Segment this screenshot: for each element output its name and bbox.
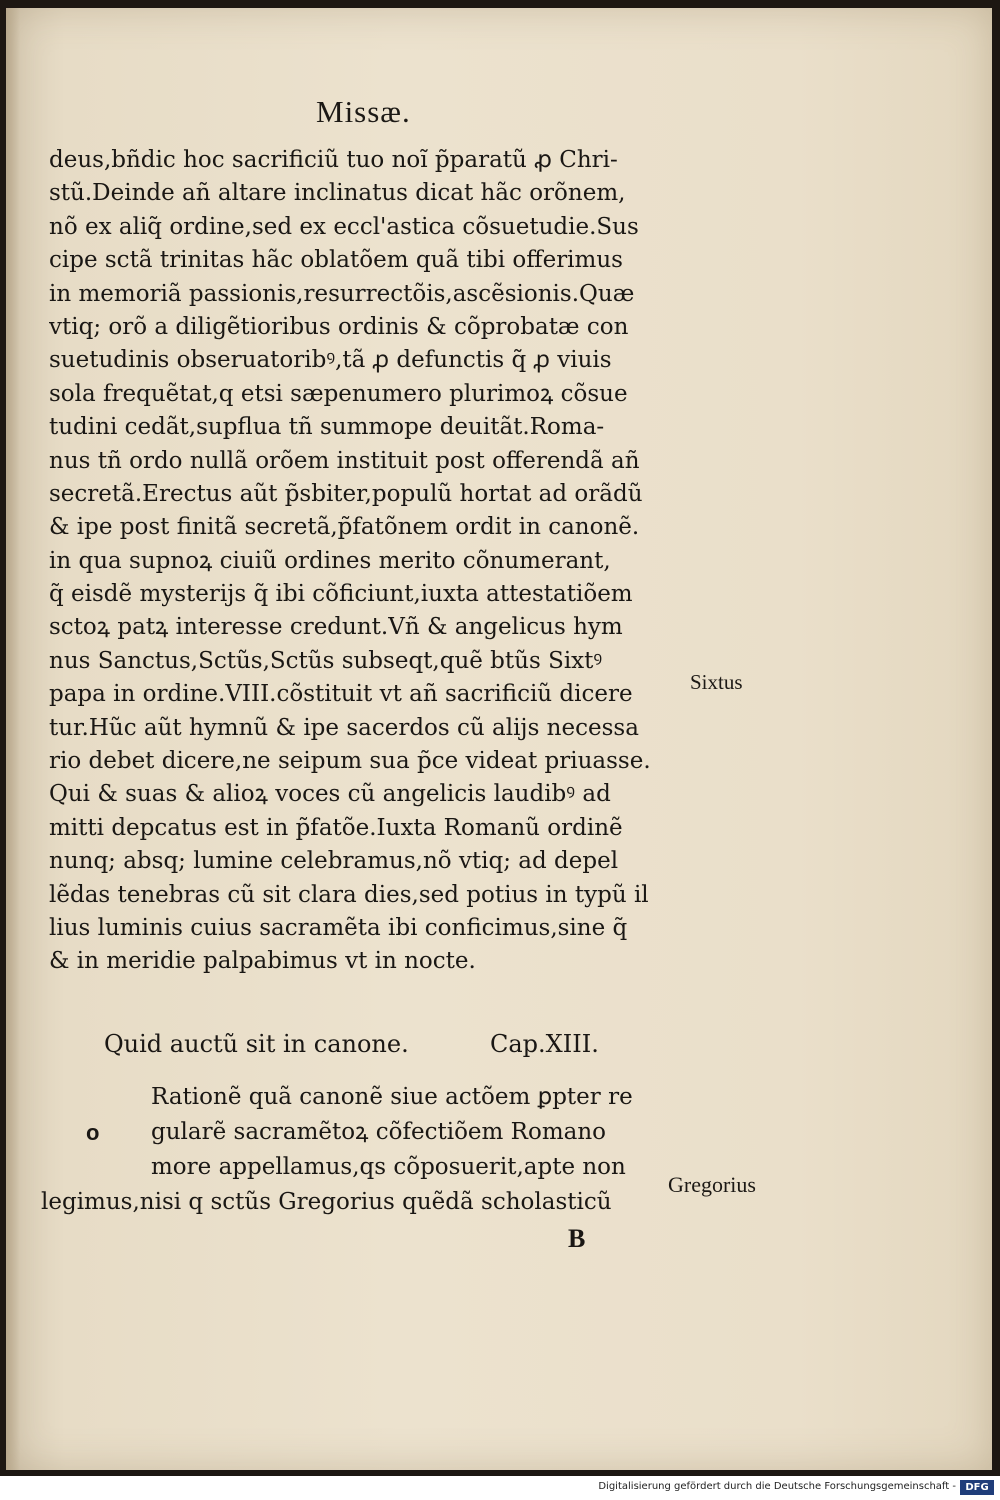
dfg-logo: DFG (960, 1480, 994, 1495)
text-line: in qua supnoꝝ ciuiũ ordines merito cõnumerant, (49, 547, 611, 574)
text-line: secretã.Erectus aũt p̃sbiter,populũ hortat ad orãdũ (49, 480, 643, 507)
text-line: lius luminis cuius sacramẽta ibi conficimus,sine q̃ (49, 914, 628, 941)
text-line: sola frequẽtat,q etsi sæpenumero plurimoꝝ cõsue (49, 380, 628, 407)
text-line: rio debet dicere,ne seipum sua p̃ce videat priuasse. (49, 748, 651, 775)
marginal-note-gregorius: Gregorius (668, 1172, 756, 1197)
text-line: & ipe post finitã secretã,p̃fatõnem ordit in canonẽ. (49, 514, 640, 541)
text-line: deus,bñdic hoc sacrificiũ tuo noĩ p̃paratũ ꝓ Chri- (49, 147, 618, 173)
text-line: nõ ex aliq̃ ordine,sed ex eccl'astica cõsuetudie.Sus (49, 213, 639, 240)
chapter-heading (104, 1030, 644, 1070)
text-line: nunq; absq; lumine celebramus,nõ vtiq; ad depel (49, 848, 619, 875)
book-page (6, 8, 992, 1470)
text-line: in memoriã passionis,resurrectõis,ascẽsionis.Quæ (49, 280, 635, 307)
marginal-note-sixtus: Sixtus (690, 670, 743, 694)
text-line: tudini cedãt,supflua tñ summope deuitãt.Roma- (49, 414, 605, 441)
chapter-text-line: Rationẽ quã canonẽ siue actõem ꝑpter re (151, 1084, 633, 1110)
text-line: sctoꝝ patꝝ interesse credunt.Vñ & angelicus hym (49, 614, 623, 641)
text-line: & in meridie palpabimus vt in nocte. (49, 948, 476, 975)
text-line: vtiq; orõ a diligẽtioribus ordinis & cõprobatæ con (49, 313, 629, 340)
chapter-text-line: more appellamus,qs cõposuerit,apte non (151, 1154, 626, 1180)
footer-bar (0, 1476, 1000, 1500)
text-line: nus tñ ordo nullã orõem instituit post offerendã añ (49, 447, 640, 474)
text-line: suetudinis obseruatoribꝰ,tã ꝓ defunctis q̃ ꝓ viuis (49, 347, 612, 374)
signature-mark: B (568, 1224, 586, 1253)
funding-credit: Digitalisierung gefördert durch die Deutsche Forschungsgemeinschaft - (598, 1481, 956, 1492)
running-head: Missæ. (316, 94, 411, 129)
page-gutter-shadow (6, 8, 20, 1470)
main-text-block (49, 144, 689, 979)
text-line: lẽdas tenebras cũ sit clara dies,sed potius in typũ il (49, 881, 649, 908)
text-line: mitti depcatus est in p̃fatõe.Iuxta Romanũ ordinẽ (49, 814, 623, 841)
text-line: tur.Hũc aũt hymnũ & ipe sacerdos cũ alijs necessa (49, 714, 639, 741)
chapter-text-line: legimus,nisi q sctũs Gregorius quẽdã scholasticũ (41, 1189, 612, 1215)
text-line: Qui & suas & alioꝝ voces cũ angelicis laudibꝰ ad (49, 781, 611, 808)
text-line: q̃ eisdẽ mysterijs q̃ ibi cõficiunt,iuxta attestatiõem (49, 581, 633, 608)
chapter-title: Quid auctũ sit in canone. (104, 1030, 409, 1058)
text-line: papa in ordine.VIII.cõstituit vt añ sacrificiũ dicere (49, 681, 633, 708)
chapter-number: Cap.XIII. (490, 1030, 599, 1058)
initial-placeholder-mark: o (86, 1120, 100, 1145)
chapter-text-line: gularẽ sacramẽtoꝝ cõfectiõem Romano (151, 1119, 606, 1145)
chapter-text-block (41, 1080, 681, 1220)
text-line: cipe sctã trinitas hãc oblatõem quã tibi offerimus (49, 247, 623, 274)
text-line: stũ.Deinde añ altare inclinatus dicat hãc orõnem, (49, 180, 626, 207)
text-line: nus Sanctus,Sctũs,Sctũs subseqt,quẽ btũs Sixtꝰ (49, 647, 603, 674)
